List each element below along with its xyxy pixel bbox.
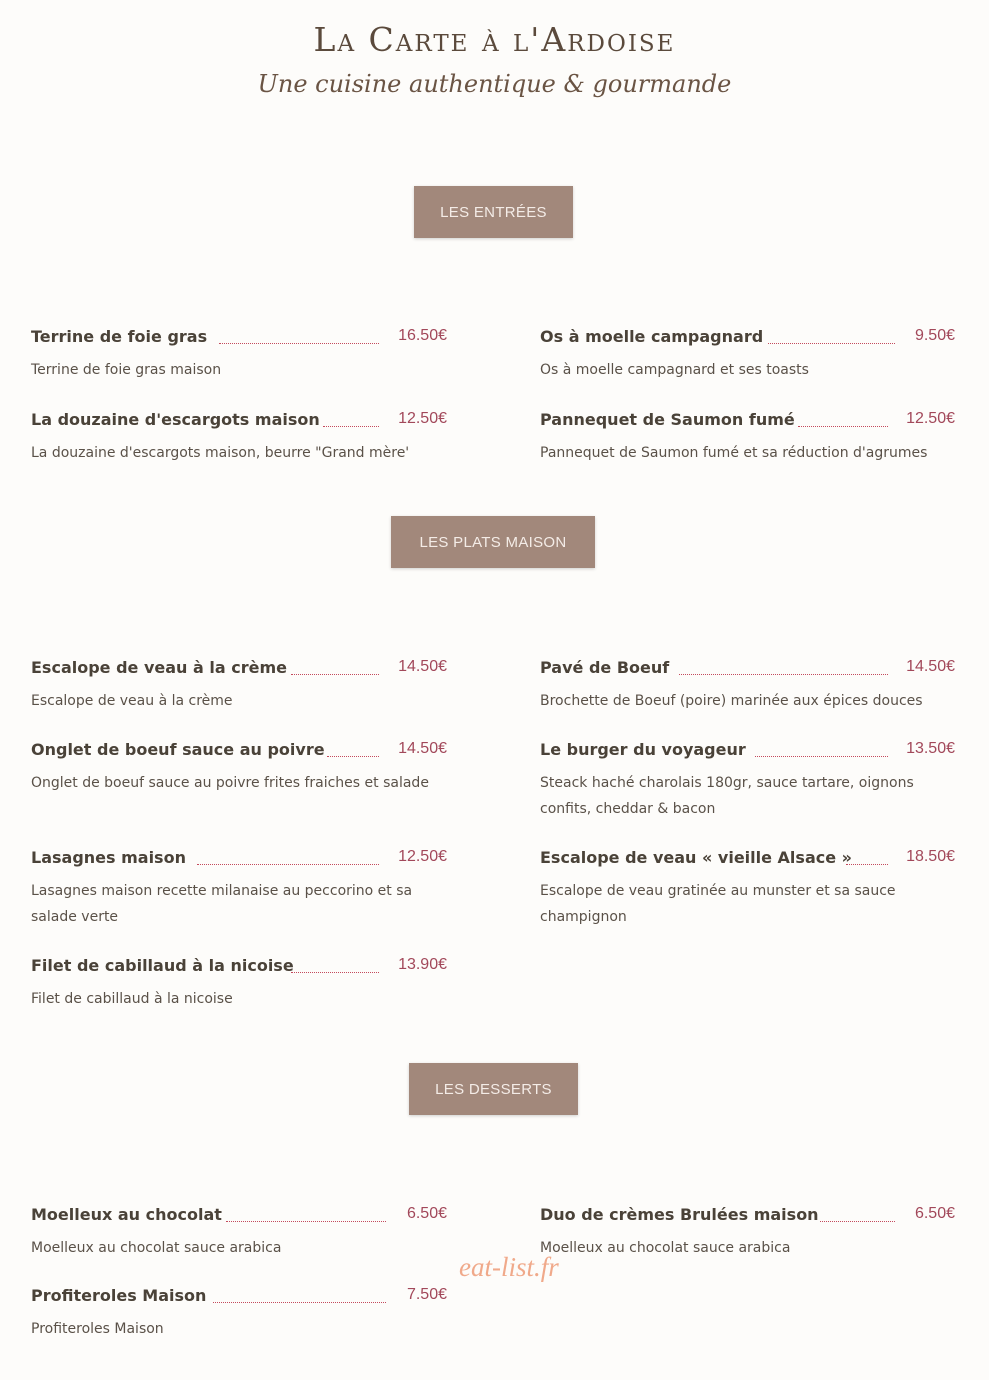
- dotted-leader: [291, 674, 379, 675]
- item-price: 14.50€: [906, 658, 955, 675]
- dotted-leader: [291, 972, 379, 973]
- watermark-text: eat-list.fr: [459, 1252, 559, 1282]
- item-description: La douzaine d'escargots maison, beurre "Grand mère': [31, 445, 410, 461]
- item-price: 12.50€: [398, 848, 447, 865]
- item-price: 18.50€: [906, 848, 955, 865]
- item-price: 14.50€: [398, 740, 447, 757]
- menu-item-escalope-creme: [31, 658, 447, 718]
- item-price: 6.50€: [406, 1205, 447, 1222]
- item-description-line: champignon: [540, 909, 627, 925]
- item-name: Le burger du voyageur: [540, 740, 746, 759]
- item-description-line: Lasagnes maison recette milanaise au peccorino et sa: [31, 883, 413, 899]
- dotted-leader: [213, 1302, 386, 1303]
- dotted-leader: [768, 343, 895, 344]
- menu-item-profiteroles: [31, 1286, 447, 1346]
- dotted-leader: [846, 864, 888, 865]
- dotted-leader: [197, 864, 379, 865]
- item-name: Os à moelle campagnard: [540, 327, 764, 346]
- dotted-leader: [679, 674, 888, 675]
- dotted-leader: [219, 343, 379, 344]
- section-badge-plats: LES PLATS MAISON: [391, 516, 595, 568]
- menu-subtitle: Une cuisine authentique & gourmande: [257, 70, 732, 98]
- menu-item-lasagnes: [31, 848, 447, 925]
- menu-item-escalope-alsace: [540, 848, 955, 925]
- item-description: Onglet de boeuf sauce au poivre frites fraiches et salade: [31, 775, 429, 791]
- item-price: 7.50€: [406, 1286, 447, 1303]
- item-name: Moelleux au chocolat: [31, 1205, 222, 1224]
- item-price: 13.90€: [398, 956, 447, 973]
- dotted-leader: [798, 426, 888, 427]
- section-badge-desserts: LES DESSERTS: [409, 1063, 578, 1115]
- item-name: Pannequet de Saumon fumé: [540, 410, 795, 429]
- item-price: 12.50€: [398, 410, 447, 427]
- menu-item-pannequet: [540, 410, 955, 470]
- dotted-leader: [323, 426, 379, 427]
- item-name: La douzaine d'escargots maison: [31, 410, 320, 429]
- item-price: 12.50€: [906, 410, 955, 427]
- item-description: [31, 878, 412, 930]
- item-price: 14.50€: [398, 658, 447, 675]
- item-description: [540, 770, 914, 822]
- item-name: Terrine de foie gras: [31, 327, 208, 346]
- item-price: 16.50€: [398, 327, 447, 344]
- menu-item-escargots: [31, 410, 447, 470]
- section-badge-entrees: LES ENTRÉES: [414, 186, 573, 238]
- item-price: 6.50€: [914, 1205, 955, 1222]
- menu-item-cabillaud: [31, 956, 447, 1016]
- menu-item-pave-boeuf: [540, 658, 955, 718]
- item-description-line: salade verte: [31, 909, 119, 925]
- menu-item-moelleux: [31, 1205, 447, 1265]
- dotted-leader: [226, 1221, 386, 1222]
- item-name: Pavé de Boeuf: [540, 658, 670, 677]
- item-description: Escalope de veau à la crème: [31, 693, 233, 709]
- item-price: 13.50€: [906, 740, 955, 757]
- item-description: [540, 878, 896, 930]
- menu-title: La Carte à l'Ardoise: [313, 20, 676, 59]
- item-description: Profiteroles Maison: [31, 1321, 164, 1337]
- menu-item-burger: [540, 740, 955, 817]
- item-name: Onglet de boeuf sauce au poivre: [31, 740, 325, 759]
- item-description: Moelleux au chocolat sauce arabica: [31, 1240, 282, 1256]
- item-description: Pannequet de Saumon fumé et sa réduction d'agrumes: [540, 445, 928, 461]
- item-description-line: confits, cheddar & bacon: [540, 801, 716, 817]
- item-price: 9.50€: [914, 327, 955, 344]
- item-description: Filet de cabillaud à la nicoise: [31, 991, 233, 1007]
- item-description: Moelleux au chocolat sauce arabica: [540, 1240, 791, 1256]
- item-description: Terrine de foie gras maison: [31, 362, 222, 378]
- dotted-leader: [755, 756, 888, 757]
- menu-item-os-moelle: [540, 327, 955, 387]
- item-name: Profiteroles Maison: [31, 1286, 207, 1305]
- item-name: Filet de cabillaud à la nicoise: [31, 956, 294, 975]
- menu-item-onglet: [31, 740, 447, 800]
- item-description-line: Escalope de veau gratinée au munster et sa sauce: [540, 883, 896, 899]
- dotted-leader: [327, 756, 379, 757]
- menu-item-cremes-brulees: [540, 1205, 955, 1265]
- item-name: Lasagnes maison: [31, 848, 186, 867]
- item-name: Duo de crèmes Brulées maison: [540, 1205, 819, 1224]
- item-description-line: Steack haché charolais 180gr, sauce tartare, oignons: [540, 775, 914, 791]
- item-description: Os à moelle campagnard et ses toasts: [540, 362, 809, 378]
- menu-item-terrine: [31, 327, 447, 387]
- item-name: Escalope de veau à la crème: [31, 658, 287, 677]
- item-description: Brochette de Boeuf (poire) marinée aux épices douces: [540, 693, 923, 709]
- item-name: Escalope de veau « vieille Alsace »: [540, 848, 852, 867]
- dotted-leader: [820, 1221, 895, 1222]
